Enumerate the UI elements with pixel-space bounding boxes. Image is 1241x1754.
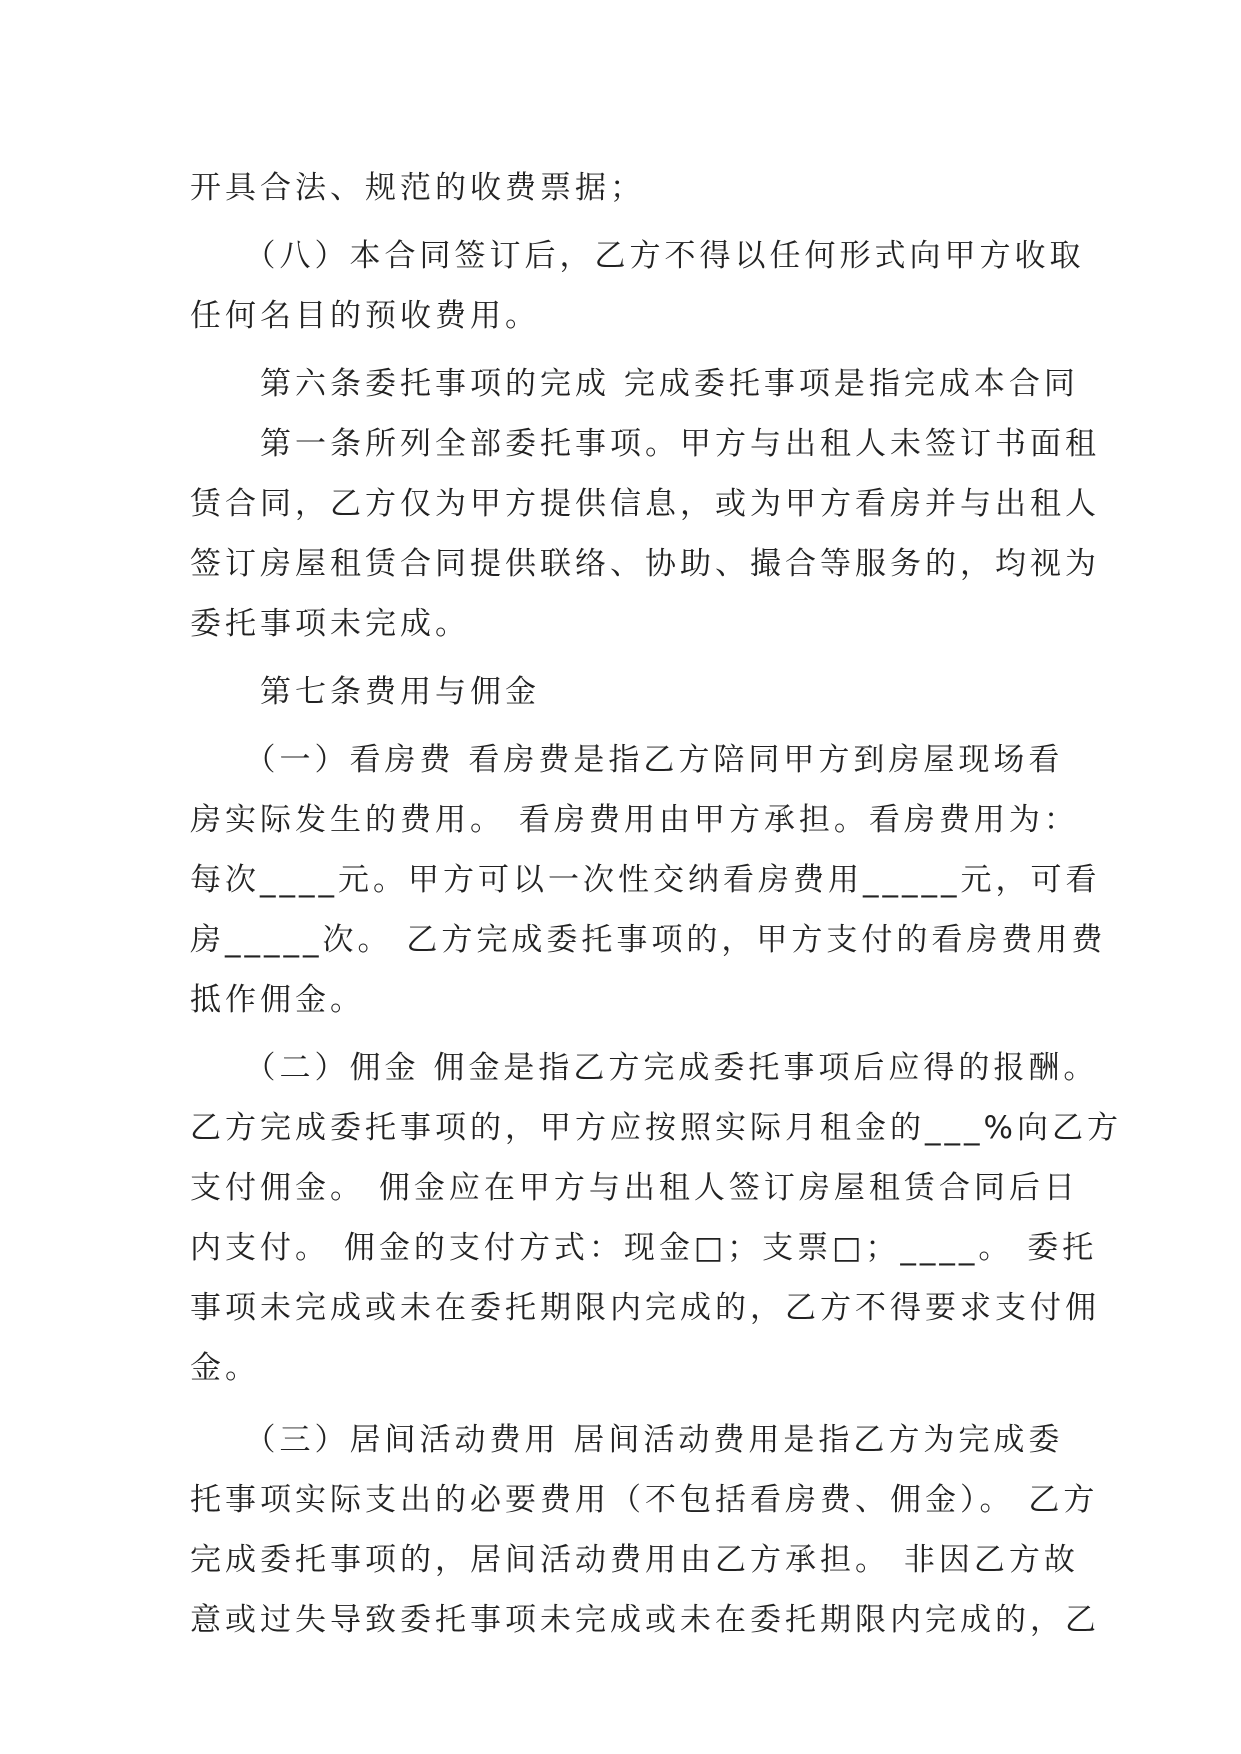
text-line: 金。 <box>190 1350 260 1386</box>
text-line: 抵作佣金。 <box>190 982 365 1018</box>
text-line: 开具合法、规范的收费票据； <box>190 170 645 206</box>
text-line: 赁合同，乙方仅为甲方提供信息，或为甲方看房并与出租人 <box>190 486 1100 522</box>
text-line: 第一条所列全部委托事项。甲方与出租人未签订书面租 <box>190 426 1100 462</box>
text-line: （一）看房费 看房费是指乙方陪同甲方到房屋现场看 <box>190 742 1064 778</box>
text-line: 房_____次。 乙方完成委托事项的，甲方支付的看房费用费 <box>190 922 1107 958</box>
text-line: 签订房屋租赁合同提供联络、协助、撮合等服务的，均视为 <box>190 546 1100 582</box>
text-line: 第六条委托事项的完成 完成委托事项是指完成本合同 <box>190 366 1079 402</box>
text-line: 托事项实际支出的必要费用（不包括看房费、佣金）。 乙方 <box>190 1482 1099 1518</box>
text-line: 每次____元。甲方可以一次性交纳看房费用_____元，可看 <box>190 862 1101 898</box>
text-line: 意或过失导致委托事项未完成或未在委托期限内完成的，乙 <box>190 1602 1100 1638</box>
text-line: 内支付。 佣金的支付方式：现金□；支票□；____。 委托 <box>190 1230 1098 1266</box>
text-line: （三）居间活动费用 居间活动费用是指乙方为完成委 <box>190 1422 1064 1458</box>
section-heading: 第七条费用与佣金 <box>190 674 540 710</box>
text-line: 完成委托事项的，居间活动费用由乙方承担。 非因乙方故 <box>190 1542 1079 1578</box>
text-line: 支付佣金。 佣金应在甲方与出租人签订房屋租赁合同后日 <box>190 1170 1079 1206</box>
document-body <box>190 158 1122 1650</box>
text-line: 委托事项未完成。 <box>190 606 470 642</box>
text-line: （二）佣金 佣金是指乙方完成委托事项后应得的报酬。 <box>190 1050 1099 1086</box>
text-line: 乙方完成委托事项的，甲方应按照实际月租金的___%向乙方 <box>190 1110 1122 1146</box>
text-line: 房实际发生的费用。 看房费用由甲方承担。看房费用为： <box>190 802 1079 838</box>
text-line: 事项未完成或未在委托期限内完成的，乙方不得要求支付佣 <box>190 1290 1100 1326</box>
text-line: （八）本合同签订后，乙方不得以任何形式向甲方收取 <box>190 238 1085 274</box>
text-line: 任何名目的预收费用。 <box>190 298 540 334</box>
